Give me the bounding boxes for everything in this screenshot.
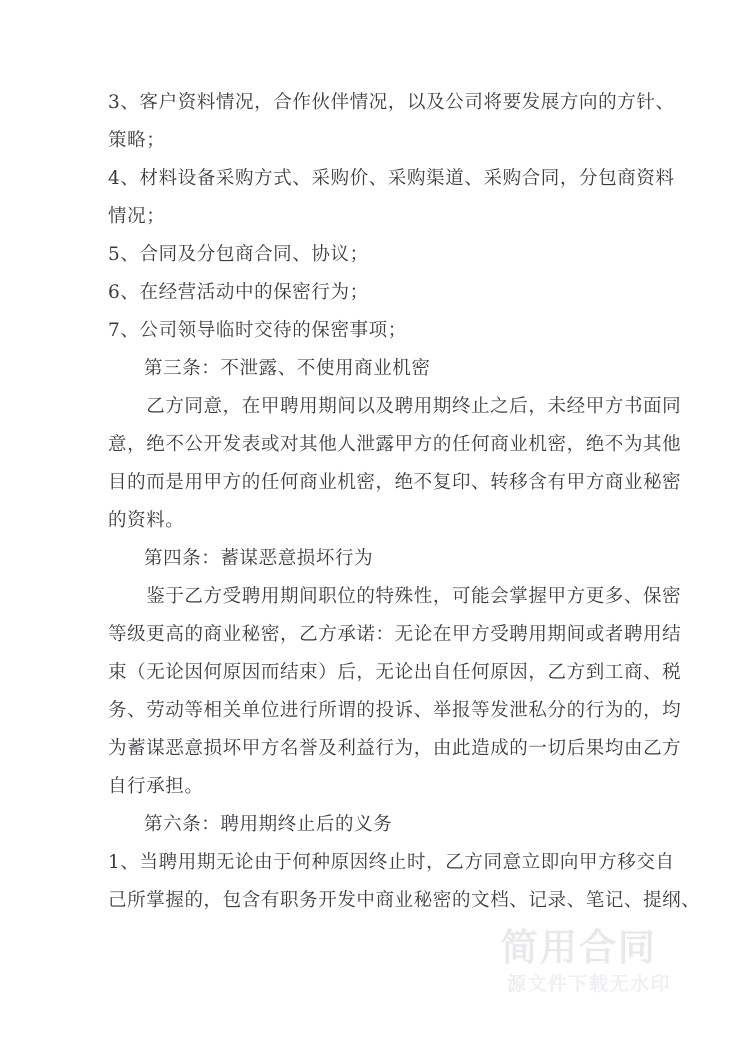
- document-line: 7、公司领导临时交待的保密事项；: [108, 320, 407, 341]
- document-text-body: [108, 84, 701, 920]
- document-line: 等 级 更 高 的 商 业 秘 密 ， 乙 方 承 诺 ： 无 论 在 甲 方 受 聘 用 期 间 或 者 聘 用 结: [108, 624, 682, 645]
- document-line: 目 的 而 是 用 甲 方 的 任 何 商 业 机 密 ， 绝 不 复 印 、 转 移 含 有 甲 方 商 业 秘 密: [108, 472, 682, 493]
- document-line: 策略；: [108, 130, 166, 151]
- section-heading-article-6: 第六条：聘用期终止后的义务: [144, 814, 393, 835]
- document-line: 3 、 客 户 资 料 情 况 ， 合 作 伙 伴 情 况 ， 以 及 公 司 将 要 发 展 方 向 的 方 针 、: [108, 92, 675, 113]
- document-line: 束 （ 无 论 因 何 原 因 而 结 束 ） 后 ， 无 论 出 自 任 何 原 因 ， 乙 方 到 工 商 、 税: [108, 662, 682, 683]
- watermark-subtitle-text: 源文件下载无水印: [507, 973, 672, 995]
- document-line: 情况；: [108, 206, 166, 227]
- document-line: 己 所 掌 握 的 ， 包 含 有 职 务 开 发 中 商 业 秘 密 的 文 档 、 记 录 、 笔 记 、 提 纲 、: [108, 890, 701, 911]
- document-line: 5、合同及分包商合同、协议；: [108, 244, 369, 265]
- document-line: 的资料。: [108, 510, 185, 531]
- document-line: 务 、 劳 动 等 相 关 单 位 进 行 所 谓 的 投 诉 、 举 报 等 发 泄 私 分 的 行 为 的 ， 均: [108, 700, 682, 721]
- document-line: 意 ， 绝 不 公 开 发 表 或 对 其 他 人 泄 露 甲 方 的 任 何 商 业 机 密 ， 绝 不 为 其 他: [108, 434, 682, 455]
- document-line: 1 、 当 聘 用 期 无 论 由 于 何 种 原 因 终 止 时 ， 乙 方 同 意 立 即 向 甲 方 移 交 自: [108, 852, 675, 873]
- section-heading-article-3: 第三条：不泄露、不使用商业机密: [144, 358, 431, 379]
- document-line: 乙 方 同 意 ， 在 甲 聘 用 期 间 以 及 聘 用 期 终 止 之 后 ， 未 经 甲 方 书 面 同: [146, 396, 682, 417]
- watermark-brand-text: 简用合同: [501, 926, 657, 969]
- document-line: 4 、 材 料 设 备 采 购 方 式 、 采 购 价 、 采 购 渠 道 、 采 购 合 同 ， 分 包 商 资 料: [108, 168, 675, 189]
- section-heading-article-4: 第四条：蓄谋恶意损坏行为: [144, 548, 374, 569]
- document-line: 为 蓄 谋 恶 意 损 坏 甲 方 名 誉 及 利 益 行 为 ， 由 此 造 成 的 一 切 后 果 均 由 乙 方: [108, 738, 682, 759]
- watermark: [501, 928, 725, 1006]
- document-line: 鉴 于 乙 方 受 聘 用 期 间 职 位 的 特 殊 性 ， 可 能 会 掌 握 甲 方 更 多 、 保 密: [146, 586, 682, 607]
- document-line: 自行承担。: [108, 776, 204, 797]
- document-line: 6、在经营活动中的保密行为；: [108, 282, 369, 303]
